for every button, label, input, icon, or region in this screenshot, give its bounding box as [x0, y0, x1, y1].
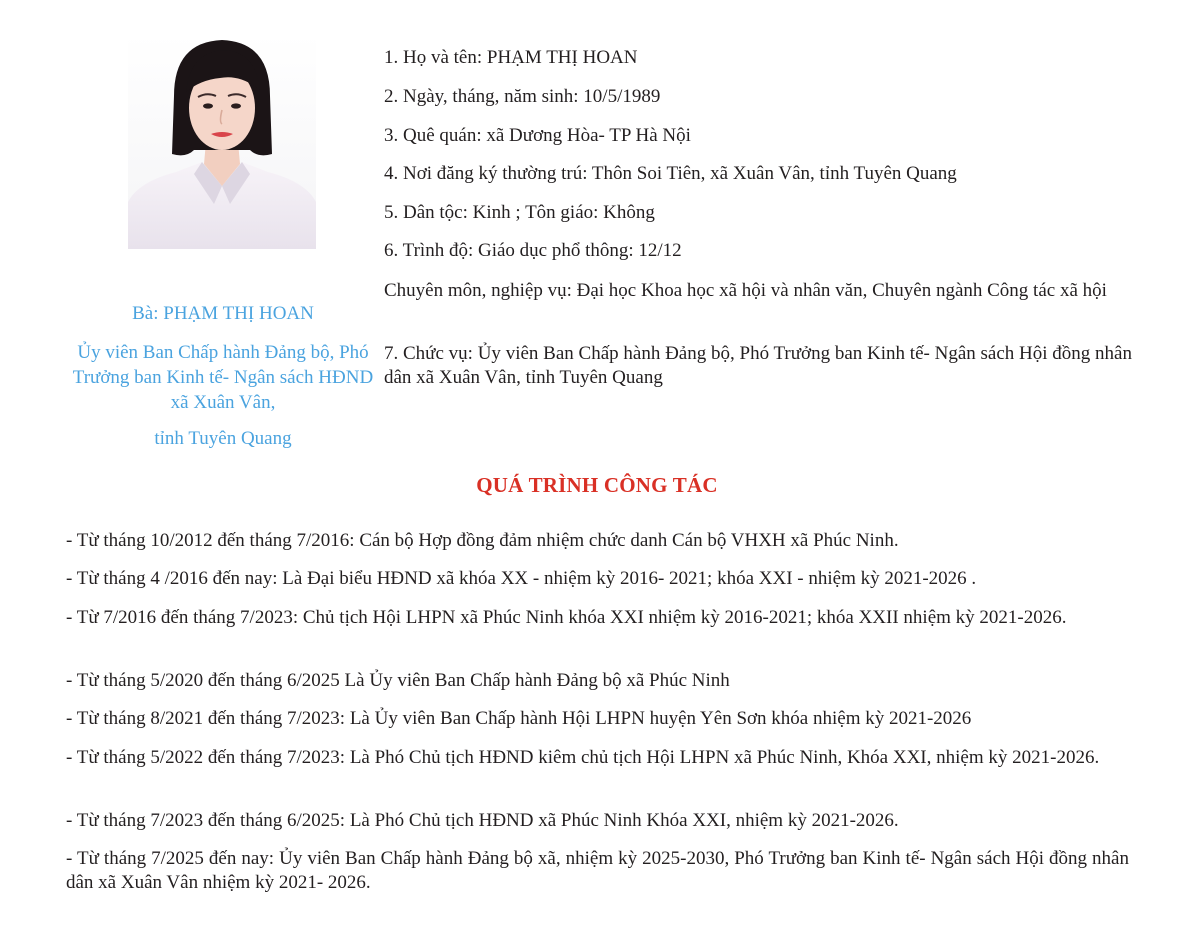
info-hometown [384, 124, 1132, 148]
info-education [384, 239, 1132, 263]
info-residence [384, 162, 1132, 186]
work-text: - Từ tháng 4 /2016 đến nay: Là Đại biểu HĐND xã khóa XX - nhiệm kỳ 2016- 2021; khóa XXI - nhiệm kỳ 2021-2026 . [66, 568, 977, 589]
info-text: Chuyên môn, nghiệp vụ: Đại học Khoa học xã hội và nhân văn, Chuyên ngành Công tác xã hội [384, 280, 1107, 301]
work-text: - Từ 7/2016 đến tháng 7/2023: Chủ tịch Hội LHPN xã Phúc Ninh khóa XXI nhiệm kỳ 2016-2021; khóa XXII nhiệm kỳ 2021-2026. [66, 607, 1067, 628]
work-text: - Từ tháng 7/2023 đến tháng 6/2025: Là Phó Chủ tịch HĐND xã Phúc Ninh Khóa XXI, nhiệm kỳ 2021-2026. [66, 810, 899, 831]
info-text: 4. Nơi đăng ký thường trú: Thôn Soi Tiên, xã Xuân Vân, tỉnh Tuyên Quang [384, 163, 957, 184]
work-history-item [66, 746, 1129, 770]
work-history-item [66, 606, 1129, 630]
portrait-photo [128, 34, 316, 249]
work-text: - Từ tháng 10/2012 đến tháng 7/2016: Cán bộ Hợp đồng đảm nhiệm chức danh Cán bộ VHXH xã Phúc Ninh. [66, 530, 899, 551]
info-position [384, 342, 1132, 390]
work-history-item [66, 529, 1129, 553]
info-specialty [384, 279, 1132, 303]
work-history-item [66, 847, 1129, 895]
portrait-illustration [128, 34, 316, 249]
caption-role: Ủy viên Ban Chấp hành Đảng bộ, Phó Trưởng ban Kinh tế- Ngân sách HĐND xã Xuân Vân, [72, 342, 374, 413]
work-text: - Từ tháng 7/2025 đến nay: Ủy viên Ban Chấp hành Đảng bộ xã, nhiệm kỳ 2025-2030, Phó Trưởng ban Kinh tế- Ngân sách Hội đồng nhân dân xã Xuân Vân nhiệm kỳ 2021- 2026. [66, 848, 1129, 893]
work-text: - Từ tháng 5/2020 đến tháng 6/2025 Là Ủy viên Ban Chấp hành Đảng bộ xã Phúc Ninh [66, 670, 730, 691]
work-history-item [66, 707, 1129, 731]
info-text: 5. Dân tộc: Kinh ; Tôn giáo: Không [384, 202, 655, 223]
info-text: 6. Trình độ: Giáo dục phổ thông: 12/12 [384, 240, 682, 261]
work-history-item [66, 567, 1129, 591]
caption-name: Bà: PHẠM THỊ HOAN [132, 303, 314, 324]
work-text: - Từ tháng 5/2022 đến tháng 7/2023: Là Phó Chủ tịch HĐND kiêm chủ tịch Hội LHPN xã Phúc Ninh, Khóa XXI, nhiệm kỳ 2021-2026. [66, 747, 1100, 768]
info-text: 7. Chức vụ: Ủy viên Ban Chấp hành Đảng bộ, Phó Trưởng ban Kinh tế- Ngân sách Hội đồng nhân dân xã Xuân Vân, tỉnh Tuyên Quang [384, 343, 1132, 388]
work-text: - Từ tháng 8/2021 đến tháng 7/2023: Là Ủy viên Ban Chấp hành Hội LHPN huyện Yên Sơn khóa nhiệm kỳ 2021-2026 [66, 708, 972, 729]
info-text: 1. Họ và tên: PHẠM THỊ HOAN [384, 47, 638, 68]
caption-place: tỉnh Tuyên Quang [154, 428, 292, 449]
work-history-item [66, 669, 1129, 693]
work-history-item [66, 809, 1129, 833]
info-text: 3. Quê quán: xã Dương Hòa- TP Hà Nội [384, 125, 691, 146]
info-full-name [384, 46, 1132, 70]
info-birth-date [384, 85, 1132, 109]
info-ethnicity-religion [384, 201, 1132, 225]
info-text: 2. Ngày, tháng, năm sinh: 10/5/1989 [384, 86, 661, 107]
section-title: QUÁ TRÌNH CÔNG TÁC [476, 473, 718, 497]
